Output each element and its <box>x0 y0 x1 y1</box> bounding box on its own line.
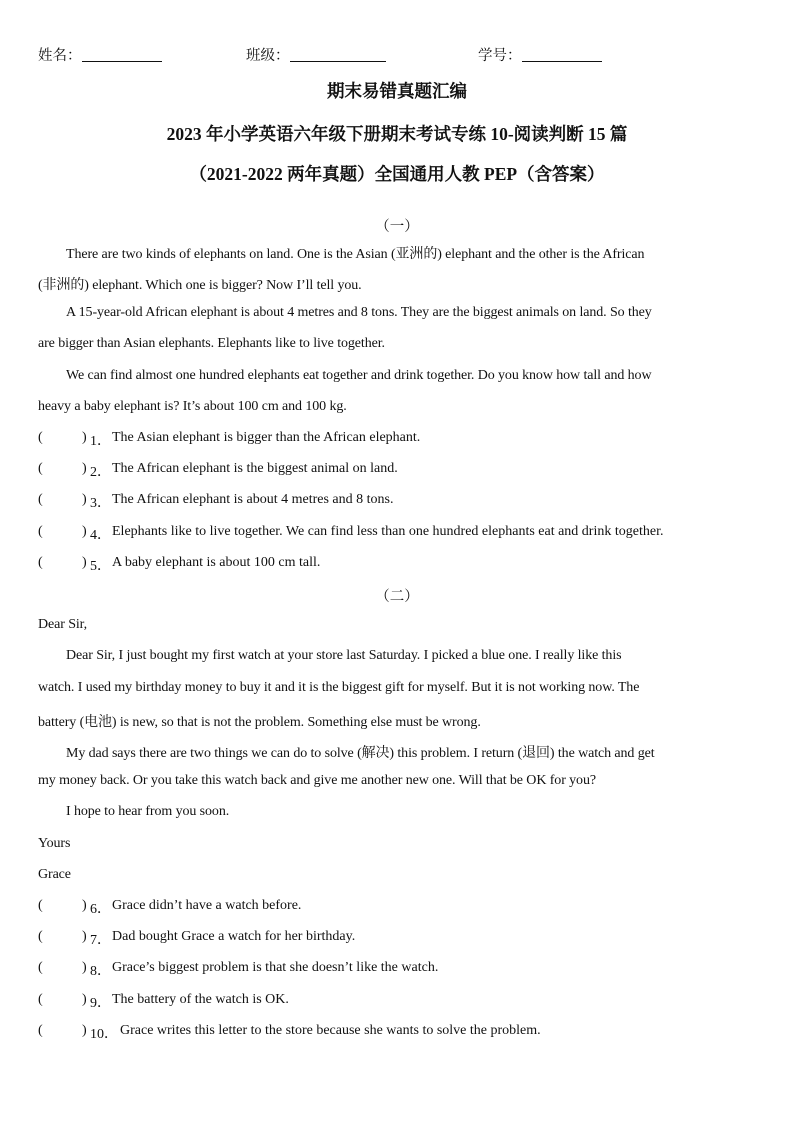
passage-1-line: (非洲的) elephant. Which one is bigger? Now I’ll tell you. <box>38 278 362 293</box>
class-field <box>246 44 386 65</box>
answer-paren-close: ) <box>82 461 87 476</box>
answer-paren-close: ) <box>82 524 87 539</box>
answer-paren-open: ( <box>38 929 43 944</box>
question-number: 7． <box>90 933 111 948</box>
answer-paren-close: ) <box>82 492 87 507</box>
question-text: Grace writes this letter to the store because she wants to solve the problem. <box>120 1023 541 1038</box>
question-text: The Asian elephant is bigger than the African elephant. <box>112 430 421 445</box>
answer-paren-open: ( <box>38 555 43 570</box>
answer-paren-close: ) <box>82 898 87 913</box>
name-blank <box>82 47 162 62</box>
passage-2-line: Dear Sir, I just bought my first watch at your store last Saturday. I picked a blue one. I really like this <box>66 648 622 663</box>
letter-closing: Yours <box>38 836 71 851</box>
passage-1-line: heavy a baby elephant is? It’s about 100 cm and 100 kg. <box>38 399 347 414</box>
passage-1-line: There are two kinds of elephants on land. One is the Asian (亚洲的) elephant and the other is the African <box>66 247 645 262</box>
answer-paren-close: ) <box>82 960 87 975</box>
answer-paren-close: ) <box>82 555 87 570</box>
name-field <box>38 44 162 65</box>
class-label: 班级： <box>246 48 290 64</box>
passage-2-line: my money back. Or you take this watch back and give me another new one. Will that be OK for you? <box>38 773 596 788</box>
question-text: Elephants like to live together. We can find less than one hundred elephants eat and drink together. <box>112 524 664 539</box>
name-label: 姓名： <box>38 48 82 64</box>
title-line-2: 2023 年小学英语六年级下册期末考试专练 10-阅读判断 15 篇 <box>166 124 628 144</box>
student-id-label: 学号： <box>478 48 522 64</box>
question-text: The African elephant is the biggest animal on land. <box>112 461 398 476</box>
question-number: 2． <box>90 465 111 480</box>
class-blank <box>290 47 386 62</box>
question-number: 9． <box>90 996 111 1011</box>
answer-paren-open: ( <box>38 898 43 913</box>
answer-paren-close: ) <box>82 430 87 445</box>
question-text: Dad bought Grace a watch for her birthday. <box>112 929 356 944</box>
answer-paren-open: ( <box>38 461 43 476</box>
title-line-3: （2021-2022 两年真题）全国通用人教 PEP（含答案） <box>189 164 605 184</box>
question-number: 5． <box>90 559 111 574</box>
section-1-mark: （一） <box>375 219 419 235</box>
answer-paren-close: ) <box>82 1023 87 1038</box>
letter-greeting: Dear Sir, <box>38 617 88 632</box>
question-text: The battery of the watch is OK. <box>112 992 289 1007</box>
question-number: 4． <box>90 528 111 543</box>
passage-1-line: A 15-year-old African elephant is about 4 metres and 8 tons. They are the biggest animals on land. So they <box>66 305 652 320</box>
answer-paren-open: ( <box>38 492 43 507</box>
passage-2-line: watch. I used my birthday money to buy it and it is the biggest gift for myself. But it is not working now. The <box>38 680 640 695</box>
question-text: Grace’s biggest problem is that she doesn’t like the watch. <box>112 960 439 975</box>
title-line-1: 期末易错真题汇编 <box>327 81 467 101</box>
section-2-mark: （二） <box>375 589 419 605</box>
question-number: 6． <box>90 902 111 917</box>
answer-paren-open: ( <box>38 524 43 539</box>
answer-paren-close: ) <box>82 992 87 1007</box>
student-id-blank <box>522 47 602 62</box>
question-text: A baby elephant is about 100 cm tall. <box>112 555 321 570</box>
question-text: The African elephant is about 4 metres and 8 tons. <box>112 492 394 507</box>
answer-paren-open: ( <box>38 1023 43 1038</box>
passage-1-line: We can find almost one hundred elephants eat together and drink together. Do you know how tall and how <box>66 368 652 383</box>
answer-paren-open: ( <box>38 960 43 975</box>
letter-signature: Grace <box>38 867 71 882</box>
answer-paren-open: ( <box>38 992 43 1007</box>
question-text: Grace didn’t have a watch before. <box>112 898 302 913</box>
question-number: 10． <box>90 1027 118 1042</box>
student-id-field <box>478 44 602 65</box>
passage-2-line: battery (电池) is new, so that is not the problem. Something else must be wrong. <box>38 715 481 730</box>
passage-2-line: My dad says there are two things we can do to solve (解决) this problem. I return (退回) the watch and get <box>66 746 655 761</box>
passage-2-line: I hope to hear from you soon. <box>66 804 230 819</box>
question-number: 1． <box>90 434 111 449</box>
student-info-row <box>38 44 758 64</box>
question-number: 3． <box>90 496 111 511</box>
question-number: 8． <box>90 964 111 979</box>
passage-1-line: are bigger than Asian elephants. Elephants like to live together. <box>38 336 385 351</box>
answer-paren-open: ( <box>38 430 43 445</box>
answer-paren-close: ) <box>82 929 87 944</box>
